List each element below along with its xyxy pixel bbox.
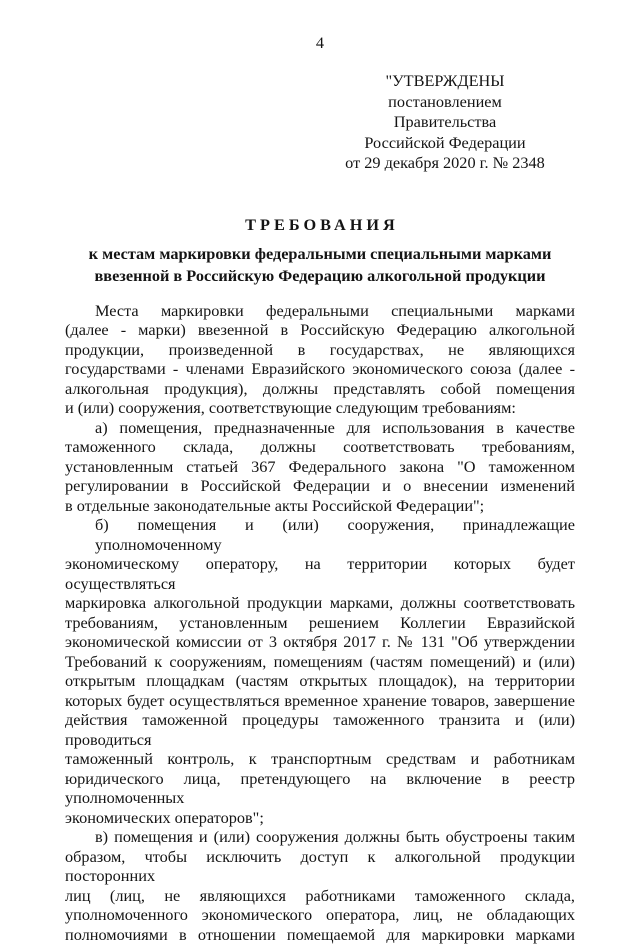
approval-line: постановлением Правительства (339, 92, 551, 133)
paragraph-intro (65, 301, 575, 418)
text-line: в отдельные законодательные акты Российской Федерации"; (65, 496, 575, 516)
page-number: 4 (65, 33, 575, 53)
text-line: юридического лица, претендующего на включение в реестр уполномоченных (65, 769, 575, 808)
text-line: Требований к сооружениям, помещениям (частям помещений) и (или) (65, 652, 575, 672)
text-line: государствами - членами Евразийского экономического союза (далее - (65, 359, 575, 379)
text-line: и (или) сооружения, соответствующие следующим требованиям: (65, 398, 575, 418)
text-line: а) помещения, предназначенные для использования в качестве (65, 418, 575, 438)
approval-block (339, 71, 551, 174)
document-subtitle (65, 243, 575, 287)
document-body (65, 301, 575, 944)
text-line: б) помещения и (или) сооружения, принадлежащие уполномоченному (65, 515, 575, 554)
text-line: в) помещения и (или) сооружения должны быть обустроены таким (65, 827, 575, 847)
text-line: открытым площадкам (частям открытых площадок), на территории (65, 671, 575, 691)
text-line: уполномоченного экономического оператора, лиц, не обладающих (65, 905, 575, 925)
document-title: ТРЕБОВАНИЯ (65, 214, 575, 235)
text-line: действия таможенной процедуры таможенного транзита и (или) проводиться (65, 710, 575, 749)
text-line: Места маркировки федеральными специальными марками (65, 301, 575, 321)
text-line: экономическому оператору, на территории которых будет осуществляться (65, 554, 575, 593)
text-line: регулировании в Российской Федерации и о внесении изменений (65, 476, 575, 496)
text-line: экономической комиссии от 3 октября 2017 г. № 131 "Об утверждении (65, 632, 575, 652)
text-line: которых будет осуществляться временное хранение товаров, завершение (65, 691, 575, 711)
paragraph-item-b (65, 515, 575, 827)
text-line: образом, чтобы исключить доступ к алкогольной продукции посторонних (65, 847, 575, 886)
paragraph-item-a (65, 418, 575, 516)
approval-line: от 29 декабря 2020 г. № 2348 (339, 153, 551, 174)
paragraph-item-v (65, 827, 575, 944)
text-line: продукции, произведенной в государствах, не являющихся (65, 340, 575, 360)
text-line: экономических операторов"; (65, 808, 575, 828)
text-line: полномочиями в отношении помещаемой для маркировки марками (65, 925, 575, 944)
text-line: установленным статьей 367 Федерального закона "О таможенном (65, 457, 575, 477)
text-line: таможенного склада, должны соответствовать требованиям, (65, 437, 575, 457)
subtitle-line: ввезенной в Российскую Федерацию алкогольной продукции (65, 265, 575, 287)
approval-line: Российской Федерации (339, 133, 551, 154)
text-line: алкогольная продукция), должны представлять собой помещения (65, 379, 575, 399)
subtitle-line: к местам маркировки федеральными специальными марками (65, 243, 575, 265)
text-line: требованиям, установленным решением Коллегии Евразийской (65, 613, 575, 633)
text-line: маркировка алкогольной продукции марками, должны соответствовать (65, 593, 575, 613)
approval-line: "УТВЕРЖДЕНЫ (339, 71, 551, 92)
text-line: лиц (лиц, не являющихся работниками таможенного склада, (65, 886, 575, 906)
text-line: (далее - марки) ввезенной в Российскую Федерацию алкогольной (65, 320, 575, 340)
text-line: таможенный контроль, к транспортным средствам и работникам (65, 749, 575, 769)
